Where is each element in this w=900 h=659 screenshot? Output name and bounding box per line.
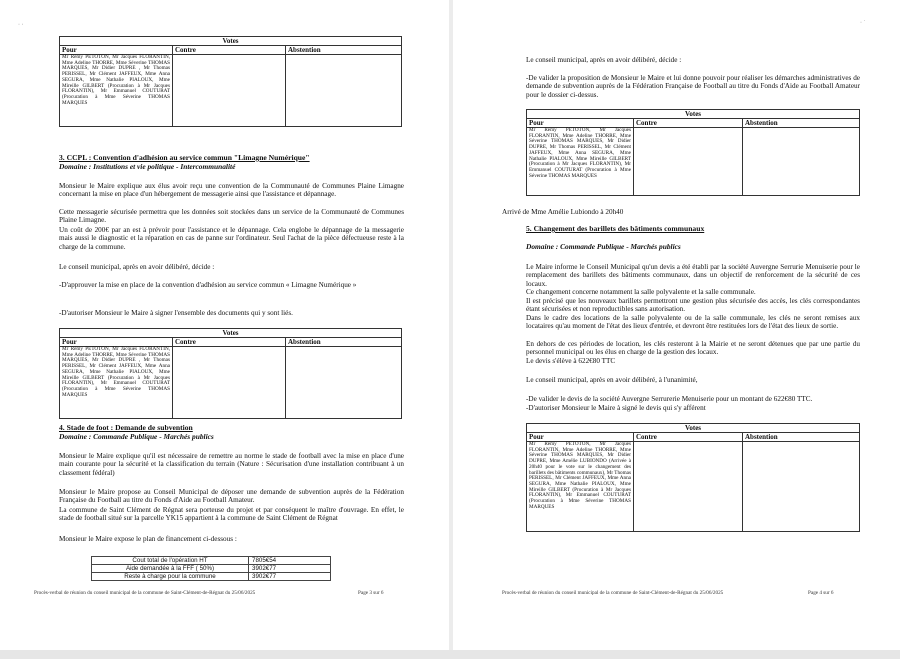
pour-header: Pour bbox=[60, 338, 173, 347]
abstention-header: Abstention bbox=[286, 46, 402, 55]
section-3-paragraph: Monsieur le Maire explique aux élus avoir reçu une convention de la Communauté de Communes Plaine Limagne concernant la mise en place d'un hébergement de messagerie ainsi que l'assistance et dépannage. bbox=[59, 182, 404, 199]
contre-cell bbox=[173, 55, 286, 127]
section-5-paragraph: Ce changement concerne notamment la salle polyvalente et la salle communale. bbox=[526, 288, 756, 296]
decision-item: -De valider la proposition de Monsieur le Maire et lui donne pouvoir pour réaliser les démarches administratives de demande de subvention auprès de la Fédération Française de Football au titre du Fonds d'Aide au Football Amateur pour le dossier ci-dessus. bbox=[526, 74, 860, 99]
decision-item: -D'autoriser Monsieur le Maire à signé le devis qui s'y afférent bbox=[526, 404, 706, 412]
section-5-title: 5. Changement des barillets des bâtiments communaux bbox=[526, 224, 705, 233]
financing-table bbox=[91, 556, 331, 581]
decision-item: -D'autoriser Monsieur le Maire à signer l'ensemble des documents qui y sont liés. bbox=[59, 309, 293, 317]
section-3-paragraph: Cette messagerie sécurisée permettra que les données soit stockées dans un service de la Communauté de Communes Plaine Limagne. bbox=[59, 208, 404, 225]
abstention-header: Abstention bbox=[286, 338, 402, 347]
pour-members: Mr Rémy PETOTON, Mr Jacques FLORANTIN, Mme Adeline THORRE, Mme Séverine THOMAS MARQUES, Mr Didier DUPRE , Mr Thomas PERISSEL, Mr Clément JAFFEUX, Mme Anna SEGURA, Mme Nathalie PIALOUX, Mme Mireille GILBERT (Procuration à Mr Jacques FLORANTIN), Mr Emmanuel COUTURAT (Procuration à Mme Séverine THOMAS MARQUES bbox=[60, 347, 173, 419]
contre-header: Contre bbox=[173, 46, 286, 55]
contre-header: Contre bbox=[173, 338, 286, 347]
section-4-paragraph: La commune de Saint Clément de Régnat sera porteuse du projet et par conséquent le maître d'ouvrage. En effet, le stade de football situé sur la parcelle YK15 appartient à la commune de Saint Clément de Régnat bbox=[59, 506, 404, 523]
viewer-bottom-bar bbox=[0, 650, 900, 659]
section-4-title: 4. Stade de foot : Demande de subvention bbox=[59, 423, 193, 432]
contre-cell bbox=[634, 442, 743, 532]
votes-table-3 bbox=[526, 109, 860, 196]
page-gutter bbox=[449, 0, 453, 659]
footer-text: Procès-verbal de réunion du conseil municipal de la commune de Saint-Clément-de-Régnat du 25/06/2025 bbox=[502, 590, 724, 596]
votes-title: Votes bbox=[60, 329, 402, 338]
page-number: Page 4 sur 6 bbox=[808, 590, 834, 596]
arrival-note: Arrivé de Mme Amélie Lubiondo à 20h40 bbox=[502, 208, 624, 216]
deliberation-text: Le conseil municipal, après en avoir délibéré, décide : bbox=[59, 263, 215, 271]
section-5-paragraph: Le devis s'élève à 622€80 TTC bbox=[526, 357, 616, 365]
deliberation-text: Le conseil municipal, après en avoir délibéré, à l'unanimité, bbox=[526, 376, 698, 384]
section-4-paragraph: Monsieur le Maire expose le plan de financement ci-dessous : bbox=[59, 535, 237, 543]
footer-text: Procès-verbal de réunion du conseil municipal de la commune de Saint-Clément-de-Régnat du 25/06/2025 bbox=[34, 590, 256, 596]
decision-item: -De valider le devis de la société Auvergne Serrurerie Menuiserie pour un montant de 622€80 TTC. bbox=[526, 395, 813, 403]
section-4-paragraph: Monsieur le Maire propose au Conseil Municipal de déposer une demande de subvention auprès de la Fédération Française du Football au titre du Fonds d'Aide au Football Amateur. bbox=[59, 488, 404, 505]
section-3-title: 3. CCPL : Convention d'adhésion au service commun "Limagne Numérique" bbox=[59, 153, 310, 162]
votes-title: Votes bbox=[527, 110, 860, 119]
pour-header: Pour bbox=[527, 119, 634, 128]
abstention-cell bbox=[286, 55, 402, 127]
scan-mark: · ˙ bbox=[860, 20, 866, 26]
decision-item: -D'approuver la mise en place de la convention d'adhésion au service commun « Limagne Numérique » bbox=[59, 281, 357, 289]
section-3-paragraph: Un coût de 200€ par an est à prévoir pour l'assistance et le dépannage. Cela englobe le dépannage de la messagerie mais aussi le diagnostic et la réparation en cas de panne sur l'ordinateur. Seul l'achat de la pièce défectueuse reste à la charge de la commune. bbox=[59, 226, 404, 251]
abstention-cell bbox=[286, 347, 402, 419]
abstention-header: Abstention bbox=[743, 433, 860, 442]
pour-members: Mr Rémy PETOTON, Mr Jacques FLORANTIN, Mme Adeline THORRE, Mme Séverine THOMAS MARQUES, Mr Didier DUPRE, Mr Thomas PERISSEL, Mr Clément JAFFEUX, Mme Anna SEGURA, Mme Nathalie PIALOUX, Mme Mireille GILBERT (Procuration à Mr Jacques FLORANTIN), Mr Emmanuel COUTURAT (Procuration à Mme Séverine THOMAS MARQUES bbox=[527, 128, 634, 196]
votes-table-4 bbox=[526, 423, 860, 532]
pour-members: Mr Rémy PETOTON, Mr Jacques FLORANTIN, Mme Adeline THORRE, Mme Séverine THOMAS MARQUES, Mr Didier DUPRE , Mr Thomas PERISSEL, Mr Clément JAFFEUX, Mme Anna SEGURA, Mme Nathalie PIALOUX, Mme Mireille GILBERT (Procuration à Mr Jacques FLORANTIN), Mr Emmanuel COUTURAT (Procuration à Mme Séverine THOMAS MARQUES bbox=[60, 55, 173, 127]
page-4 bbox=[456, 0, 896, 640]
votes-title: Votes bbox=[60, 37, 402, 46]
financing-row: Cout total de l'opération HT 7805€54 bbox=[92, 557, 331, 565]
section-3-domain: Domaine : Institutions et vie politique - Intercommunalité bbox=[59, 162, 236, 171]
page-number: Page 3 sur 6 bbox=[358, 590, 384, 596]
votes-title: Votes bbox=[527, 424, 860, 433]
financing-row: Reste à charge pour la commune 3902€77 bbox=[92, 573, 331, 581]
section-5-paragraph: Dans le cadre des locations de la salle polyvalente ou de la salle communale, les clés ne seront remises aux locataires qu'au moment de l'état des lieux d'entrée, et devront être restituées lors de l'état des lieux de sortie. bbox=[526, 314, 860, 331]
section-5-domain: Domaine : Commande Publique - Marchés publics bbox=[526, 242, 681, 251]
section-5-paragraph: En dehors de ces périodes de location, les clés resteront à la Mairie et ne seront détenues que par une partie du personnel municipal ou les élus en charge de la gestion des locaux. bbox=[526, 340, 860, 357]
abstention-cell bbox=[743, 128, 860, 196]
deliberation-text: Le conseil municipal, après en avoir délibéré, décide : bbox=[526, 56, 682, 64]
pour-header: Pour bbox=[60, 46, 173, 55]
contre-cell bbox=[173, 347, 286, 419]
votes-table-2 bbox=[59, 328, 402, 419]
financing-row: Aide demandée à la FFF ( 50%) 3902€77 bbox=[92, 565, 331, 573]
section-4-paragraph: Monsieur le Maire explique qu'il est nécessaire de remettre au norme le stade de football avec la mise en place d'une main courante pour la sécurité et la classification du terrain (Nature : Sécurisation d'une installation contribuant à un classement fédéral) bbox=[59, 452, 404, 477]
contre-header: Contre bbox=[634, 119, 743, 128]
page-3 bbox=[4, 0, 446, 640]
contre-header: Contre bbox=[634, 433, 743, 442]
section-5-paragraph: Il est précisé que les nouveaux barillets permettront une gestion plus sécurisée des accès, les clés correspondantes étant sécurisées et non reproductibles sans autorisation. bbox=[526, 297, 860, 314]
abstention-cell bbox=[743, 442, 860, 532]
pour-header: Pour bbox=[527, 433, 634, 442]
scan-mark: · · bbox=[18, 22, 24, 28]
votes-table-1 bbox=[59, 36, 402, 127]
contre-cell bbox=[634, 128, 743, 196]
section-4-domain: Domaine : Commande Publique - Marchés publics bbox=[59, 432, 214, 441]
pour-members: Mr Rémy PETOTON, Mr Jacques FLORANTIN, Mme Adeline THORRE, Mme Séverine THOMAS MARQUES, Mr Didier DUPRE, Mme Amélie LUBIONDO (Arrivée à 20h40 pour le vote sur le changement des barillets des bâtiments communaux), Mr Thomas PERISSEL, Mr Clément JAFFEUX, Mme Anna SEGURA, Mme Nathalie PIALOUX, Mme Mireille GILBERT (Procuration à Mr Jacques FLORANTIN), Mr Emmanuel COUTURAT (Procuration à Mme Séverine THOMAS MARQUES bbox=[527, 442, 634, 532]
section-5-paragraph: Le Maire informe le Conseil Municipal qu'un devis a été établi par la société Auvergne Serrurie Menuiserie pour le remplacement des barillets des bâtiments communaux, dans un objectif de renforcement de la sécurité de ces locaux. bbox=[526, 263, 860, 288]
abstention-header: Abstention bbox=[743, 119, 860, 128]
